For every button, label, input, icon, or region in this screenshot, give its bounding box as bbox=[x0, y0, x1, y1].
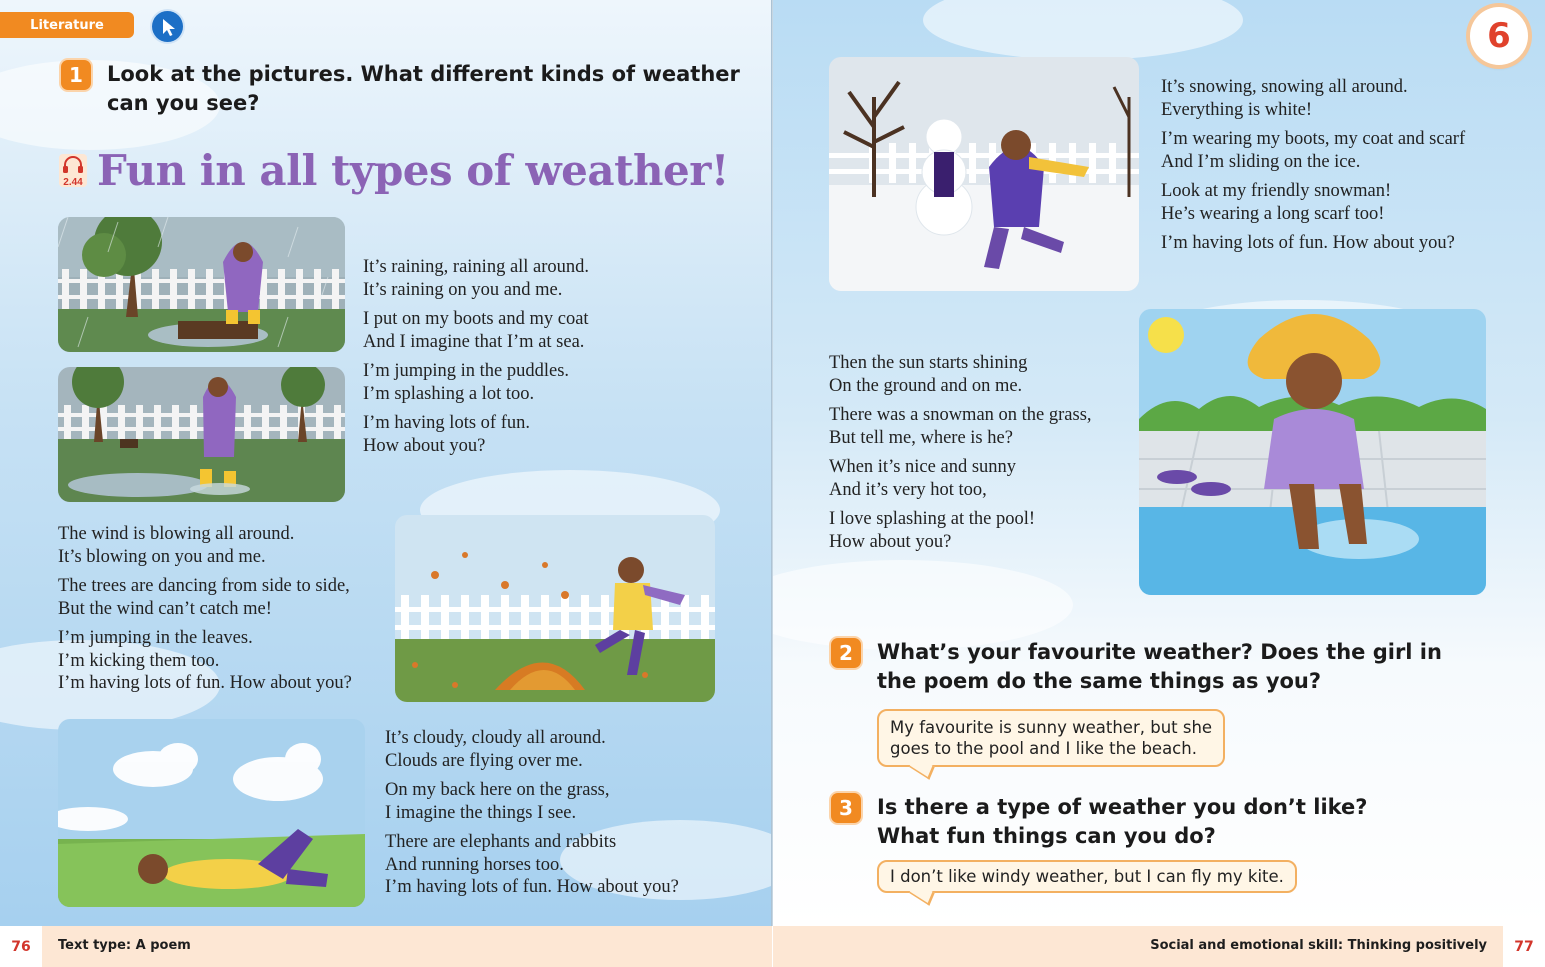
poem-line: And I’m sliding on the ice. bbox=[1161, 151, 1361, 172]
poem-line: I’m jumping in the puddles. bbox=[363, 361, 570, 381]
question-2-example-bubble bbox=[877, 709, 1225, 767]
stanza bbox=[829, 352, 1092, 397]
poem-line: But the wind can’t catch me! bbox=[58, 598, 272, 619]
right-page bbox=[773, 0, 1545, 926]
poem-line: It’s raining, raining all around. bbox=[363, 257, 590, 277]
stanza bbox=[58, 523, 352, 568]
poem-line: I’m having lots of fun. How about you? bbox=[58, 673, 352, 693]
poem-line: I’m kicking them too. bbox=[58, 650, 220, 671]
stanza bbox=[1161, 76, 1465, 121]
poem-line: I’m having lots of fun. bbox=[363, 413, 530, 433]
question-3-line-2: What fun things can you do? bbox=[877, 824, 1216, 848]
poem-line: And I imagine that I’m at sea. bbox=[363, 331, 585, 352]
poem-line: He’s wearing a long scarf too! bbox=[1161, 203, 1385, 224]
poem-line: There was a snowman on the grass, bbox=[829, 405, 1092, 425]
poem-line: The wind is blowing all around. bbox=[58, 524, 295, 544]
poem-line: How about you? bbox=[829, 531, 952, 552]
headphones-icon bbox=[59, 154, 87, 174]
poem-line: I’m having lots of fun. How about you? bbox=[385, 877, 679, 897]
question-1 bbox=[107, 60, 740, 118]
stanza bbox=[385, 727, 679, 772]
cursor-icon[interactable] bbox=[152, 11, 183, 42]
example-line: I don’t like windy weather, but I can fly my kite. bbox=[890, 867, 1284, 886]
poem-line: But tell me, where is he? bbox=[829, 427, 1013, 448]
left-footer bbox=[0, 926, 772, 967]
wind-picture bbox=[395, 515, 715, 702]
audio-track-number: 2.44 bbox=[63, 177, 83, 188]
poem-stanza-rain bbox=[363, 256, 589, 464]
skill-label: Social and emotional skill: Thinking positively bbox=[1150, 938, 1487, 953]
cloud-picture bbox=[58, 719, 365, 907]
poem-line: And it’s very hot too, bbox=[829, 479, 987, 500]
question-2 bbox=[877, 638, 1442, 696]
rain-picture-2 bbox=[58, 367, 345, 502]
page-number: 76 bbox=[0, 926, 42, 967]
question-2-line-1: What’s your favourite weather? Does the girl in bbox=[877, 640, 1442, 664]
page-number: 77 bbox=[1503, 926, 1545, 967]
poem-line: Then the sun starts shining bbox=[829, 353, 1028, 373]
poem-line: The trees are dancing from side to side, bbox=[58, 576, 350, 596]
poem-line: It’s cloudy, cloudy all around. bbox=[385, 728, 606, 748]
stanza bbox=[363, 360, 589, 405]
snow-picture bbox=[829, 57, 1139, 291]
poem-line: On my back here on the grass, bbox=[385, 780, 610, 800]
question-1-line-2: can you see? bbox=[107, 91, 260, 115]
rain-picture-1 bbox=[58, 217, 345, 352]
poem-line: Everything is white! bbox=[1161, 99, 1313, 120]
question-2-number: 2 bbox=[831, 638, 861, 668]
poem-title: Fun in all types of weather! bbox=[97, 146, 729, 195]
poem-stanza-cloud bbox=[385, 727, 679, 906]
left-page bbox=[0, 0, 772, 926]
stanza bbox=[1161, 232, 1465, 255]
stanza bbox=[829, 456, 1092, 501]
poem-line: I put on my boots and my coat bbox=[363, 309, 589, 329]
section-tab: Literature bbox=[0, 12, 134, 38]
poem-line: It’s snowing, snowing all around. bbox=[1161, 77, 1408, 97]
question-3-line-1: Is there a type of weather you don’t like? bbox=[877, 795, 1368, 819]
poem-line: I’m having lots of fun. How about you? bbox=[1161, 233, 1455, 253]
question-3-number: 3 bbox=[831, 793, 861, 823]
poem-line: It’s raining on you and me. bbox=[363, 279, 563, 300]
unit-number-badge: 6 bbox=[1470, 7, 1528, 65]
stanza bbox=[58, 627, 352, 695]
poem-line: And running horses too. bbox=[385, 854, 564, 875]
poem-line: I’m wearing my boots, my coat and scarf bbox=[1161, 129, 1466, 149]
stanza bbox=[58, 575, 352, 620]
stanza bbox=[385, 779, 679, 824]
poem-stanza-snow bbox=[1161, 76, 1465, 262]
example-line: goes to the pool and I like the beach. bbox=[890, 739, 1197, 758]
stanza bbox=[363, 256, 589, 301]
poem-line: I love splashing at the pool! bbox=[829, 509, 1036, 529]
question-1-number: 1 bbox=[61, 60, 91, 90]
stanza bbox=[385, 831, 679, 899]
stanza bbox=[363, 308, 589, 353]
question-2-line-2: the poem do the same things as you? bbox=[877, 669, 1322, 693]
poem-line: I’m splashing a lot too. bbox=[363, 383, 535, 404]
stanza bbox=[363, 412, 589, 457]
poem-line: There are elephants and rabbits bbox=[385, 832, 617, 852]
poem-line: It’s blowing on you and me. bbox=[58, 546, 266, 567]
poem-stanza-wind bbox=[58, 523, 352, 702]
right-footer bbox=[773, 926, 1545, 967]
poem-line: I imagine the things I see. bbox=[385, 802, 577, 823]
question-1-line-1: Look at the pictures. What different kinds of weather bbox=[107, 62, 740, 86]
poem-line: I’m jumping in the leaves. bbox=[58, 628, 253, 648]
poem-line: Clouds are flying over me. bbox=[385, 750, 583, 771]
question-3 bbox=[877, 793, 1368, 851]
sun-picture bbox=[1139, 309, 1486, 595]
audio-track-button[interactable] bbox=[59, 154, 87, 187]
stanza bbox=[1161, 128, 1465, 173]
poem-line: Look at my friendly snowman! bbox=[1161, 181, 1392, 201]
question-3-example-bubble bbox=[877, 860, 1297, 893]
stanza bbox=[1161, 180, 1465, 225]
poem-stanza-sun bbox=[829, 352, 1092, 560]
poem-line: When it’s nice and sunny bbox=[829, 457, 1017, 477]
text-type-label: Text type: A poem bbox=[58, 938, 191, 953]
poem-line: On the ground and on me. bbox=[829, 375, 1023, 396]
stanza bbox=[829, 508, 1092, 553]
poem-line: How about you? bbox=[363, 435, 486, 456]
example-line: My favourite is sunny weather, but she bbox=[890, 718, 1213, 737]
stanza bbox=[829, 404, 1092, 449]
